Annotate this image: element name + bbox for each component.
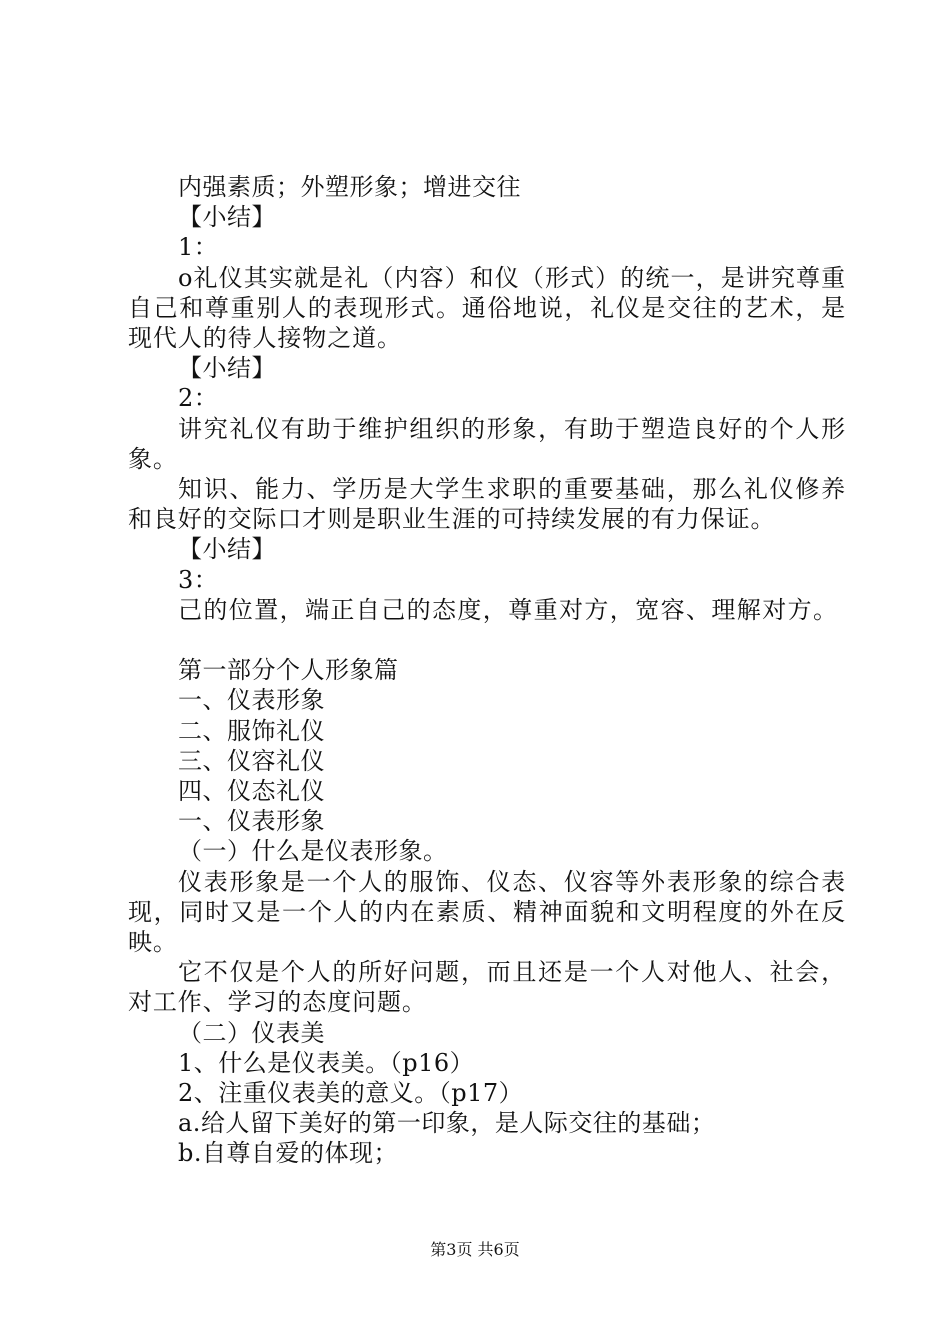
- paragraph: 它不仅是个人的所好问题，而且还是一个人对他人、社会，对工作、学习的态度问题。: [128, 958, 846, 1017]
- outline-item: 一、仪表形象: [178, 686, 325, 715]
- summary-heading: 【小结】: [178, 354, 276, 383]
- list-item: 2、注重仪表美的意义。（p17）: [178, 1079, 524, 1108]
- subsection-title: 一、仪表形象: [178, 807, 325, 836]
- paragraph: o礼仪其实就是礼（内容）和仪（形式）的统一，是讲究尊重自己和尊重别人的表现形式。通俗地说，礼仪是交往的艺术，是现代人的待人接物之道。: [128, 263, 846, 353]
- summary-number: 2：: [178, 384, 219, 413]
- blank-line: [128, 625, 846, 655]
- subsection-heading: （一）什么是仪表形象。: [178, 837, 448, 866]
- summary-heading: 【小结】: [178, 203, 276, 232]
- document-body: [128, 172, 846, 1169]
- summary-number: 1：: [178, 233, 219, 262]
- page-footer: 第3页 共6页: [430, 1240, 520, 1259]
- list-item: a.给人留下美好的第一印象，是人际交往的基础；: [178, 1109, 716, 1138]
- outline-item: 二、服饰礼仪: [178, 716, 325, 745]
- paragraph: 讲究礼仪有助于维护组织的形象，有助于塑造良好的个人形象。: [128, 414, 846, 473]
- list-item: b.自尊自爱的体现；: [178, 1139, 398, 1168]
- summary-heading: 【小结】: [178, 535, 276, 564]
- subsection-heading: （二）仪表美: [178, 1018, 325, 1047]
- text-line: 内强素质；外塑形象；增进交往: [178, 173, 521, 201]
- paragraph: 知识、能力、学历是大学生求职的重要基础，那么礼仪修养和良好的交际口才则是职业生涯的可持续发展的有力保证。: [128, 475, 846, 534]
- outline-item: 三、仪容礼仪: [178, 746, 325, 775]
- outline-item: 四、仪态礼仪: [178, 777, 325, 806]
- paragraph: 仪表形象是一个人的服饰、仪态、仪容等外表形象的综合表现，同时又是一个人的内在素质、精神面貌和文明程度的外在反映。: [128, 867, 846, 957]
- section-title: 第一部分个人形象篇: [178, 656, 399, 685]
- text-line: 己的位置，端正自己的态度，尊重对方，宽容、理解对方。: [178, 595, 839, 624]
- summary-number: 3：: [178, 565, 219, 594]
- list-item: 1、什么是仪表美。（p16）: [178, 1048, 475, 1077]
